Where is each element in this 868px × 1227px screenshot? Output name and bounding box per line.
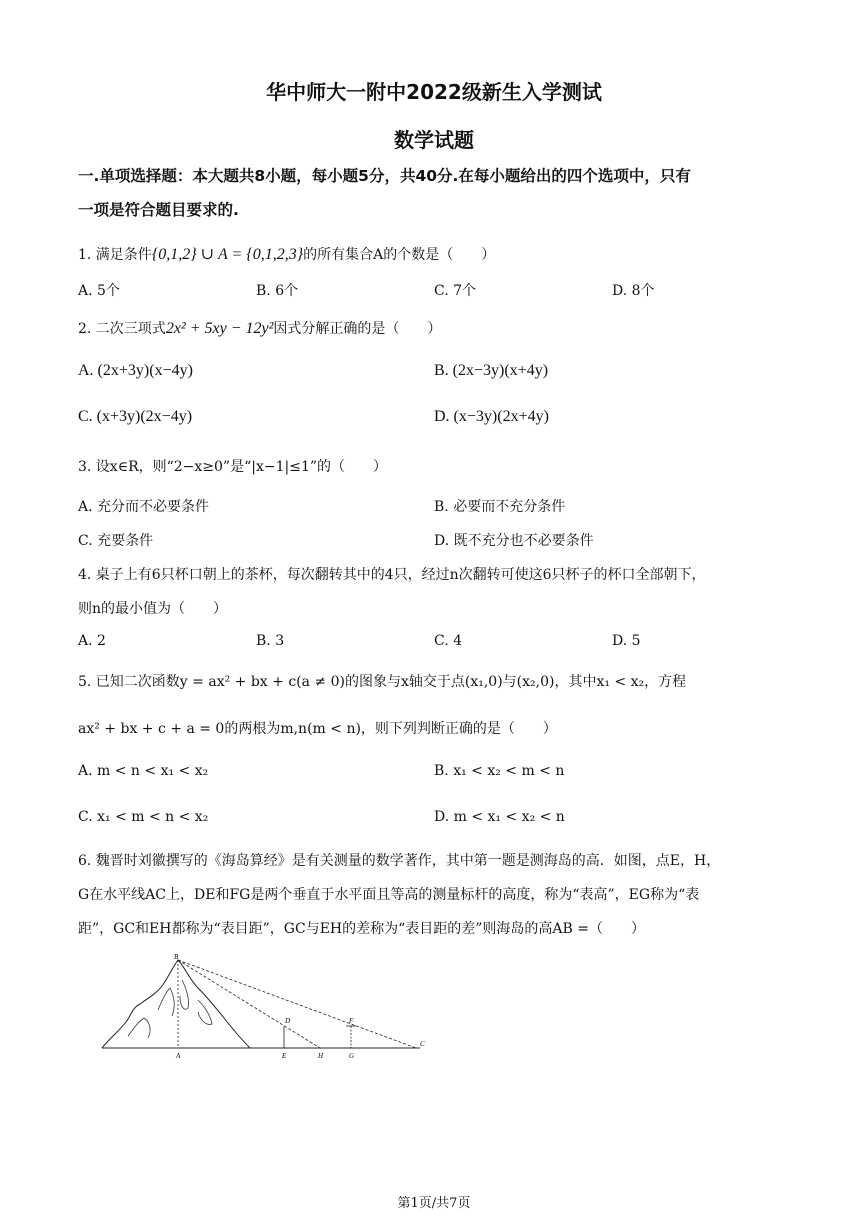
question-6-line2: G在水平线AC上，DE和FG是两个垂直于水平面且等高的测量标杆的高度，称为“表高”，EG称为“表 [78, 887, 700, 903]
q2-post: 因式分解正确的是（ ） [273, 321, 442, 337]
q2-math: 2x² + 5xy − 12y² [165, 320, 274, 337]
question-6-line3: 距”，GC和EH都称为“表目距”，GC与EH的差称为“表目距的差”则海岛的高AB =（ ） [78, 921, 646, 937]
question-4-line1: 4. 桌子上有6只杯口朝上的茶杯，每次翻转其中的4只，经过n次翻转可使这6只杯子的杯口全部朝下， [78, 567, 706, 583]
q1-option-d: D. 8个 [612, 283, 655, 299]
q2-option-b: B. (2x−3y)(x+4y) [434, 362, 549, 379]
page-title: 华中师大一附中2022级新生入学测试 [266, 80, 602, 104]
island-rock [180, 980, 189, 1009]
label-b: B [174, 953, 179, 961]
page-subtitle: 数学试题 [394, 128, 474, 152]
q2-option-c: C. (x+3y)(2x−4y) [78, 408, 193, 425]
q2-option-a: A. (2x+3y)(x−4y) [78, 362, 193, 379]
island-figure [98, 950, 430, 1062]
q1-pre: 1. 满足条件 [78, 247, 152, 263]
q4-option-a: A. 2 [78, 633, 106, 649]
label-f: F [349, 1017, 354, 1025]
island-outline [102, 960, 250, 1048]
section-heading-line2: 一项是符合题目要求的. [78, 201, 239, 219]
question-4-line2: 则n的最小值为（ ） [78, 601, 228, 617]
page-number: 第1页/共7页 [397, 1196, 471, 1211]
island-rock [198, 1000, 212, 1024]
q1-post: 的所有集合A的个数是（ ） [303, 247, 496, 263]
question-2 [78, 318, 441, 338]
q4-option-c: C. 4 [434, 633, 463, 649]
label-e: E [282, 1052, 287, 1060]
label-g: G [349, 1052, 355, 1060]
sight-line-bc [178, 960, 416, 1048]
q1-option-a: A. 5个 [78, 283, 120, 299]
q1-math: {0,1,2} ∪ A = {0,1,2,3} [151, 246, 304, 263]
island-rock [158, 988, 174, 1016]
sight-line-bh [178, 960, 320, 1048]
q3-option-b: B. 必要而不充分条件 [434, 499, 566, 515]
q2-pre: 2. 二次三项式 [78, 321, 166, 337]
q1-option-b: B. 6个 [256, 283, 299, 299]
label-c: C [420, 1040, 425, 1048]
q5-option-b: B. x₁ < x₂ < m < n [434, 763, 565, 779]
q3-option-a: A. 充分而不必要条件 [78, 499, 210, 515]
q4-option-d: D. 5 [612, 633, 641, 649]
q3-option-d: D. 既不充分也不必要条件 [434, 533, 594, 549]
question-5-line1: 5. 已知二次函数y = ax² + bx + c(a ≠ 0)的图象与x轴交于点(x₁,0)与(x₂,0)，其中x₁ < x₂，方程 [78, 674, 687, 690]
question-5-line2: ax² + bx + c + a = 0的两根为m,n(m < n)，则下列判断正确的是（ ） [78, 721, 557, 737]
q5-option-a: A. m < n < x₁ < x₂ [78, 763, 209, 779]
label-a: A [176, 1052, 181, 1060]
q1-option-c: C. 7个 [434, 283, 477, 299]
q4-option-b: B. 3 [256, 633, 285, 649]
q3-option-c: C. 充要条件 [78, 533, 154, 549]
question-6-line1: 6. 魏晋时刘徽撰写的《海岛算经》是有关测量的数学著作，其中第一题是测海岛的高．如图，点E，H， [78, 853, 721, 869]
question-1 [78, 244, 495, 264]
question-3: 3. 设x∈R，则“2−x≥0”是“|x−1|≤1”的（ ） [78, 459, 388, 475]
island-rock [128, 1018, 150, 1038]
q5-option-c: C. x₁ < m < n < x₂ [78, 809, 209, 825]
section-heading-line1: 一.单项选择题：本大题共8小题，每小题5分，共40分.在每小题给出的四个选项中，只有 [78, 167, 691, 185]
label-d: D [285, 1017, 291, 1025]
label-h: H [318, 1052, 324, 1060]
q5-option-d: D. m < x₁ < x₂ < n [434, 809, 565, 825]
q2-option-d: D. (x−3y)(2x+4y) [434, 408, 549, 425]
